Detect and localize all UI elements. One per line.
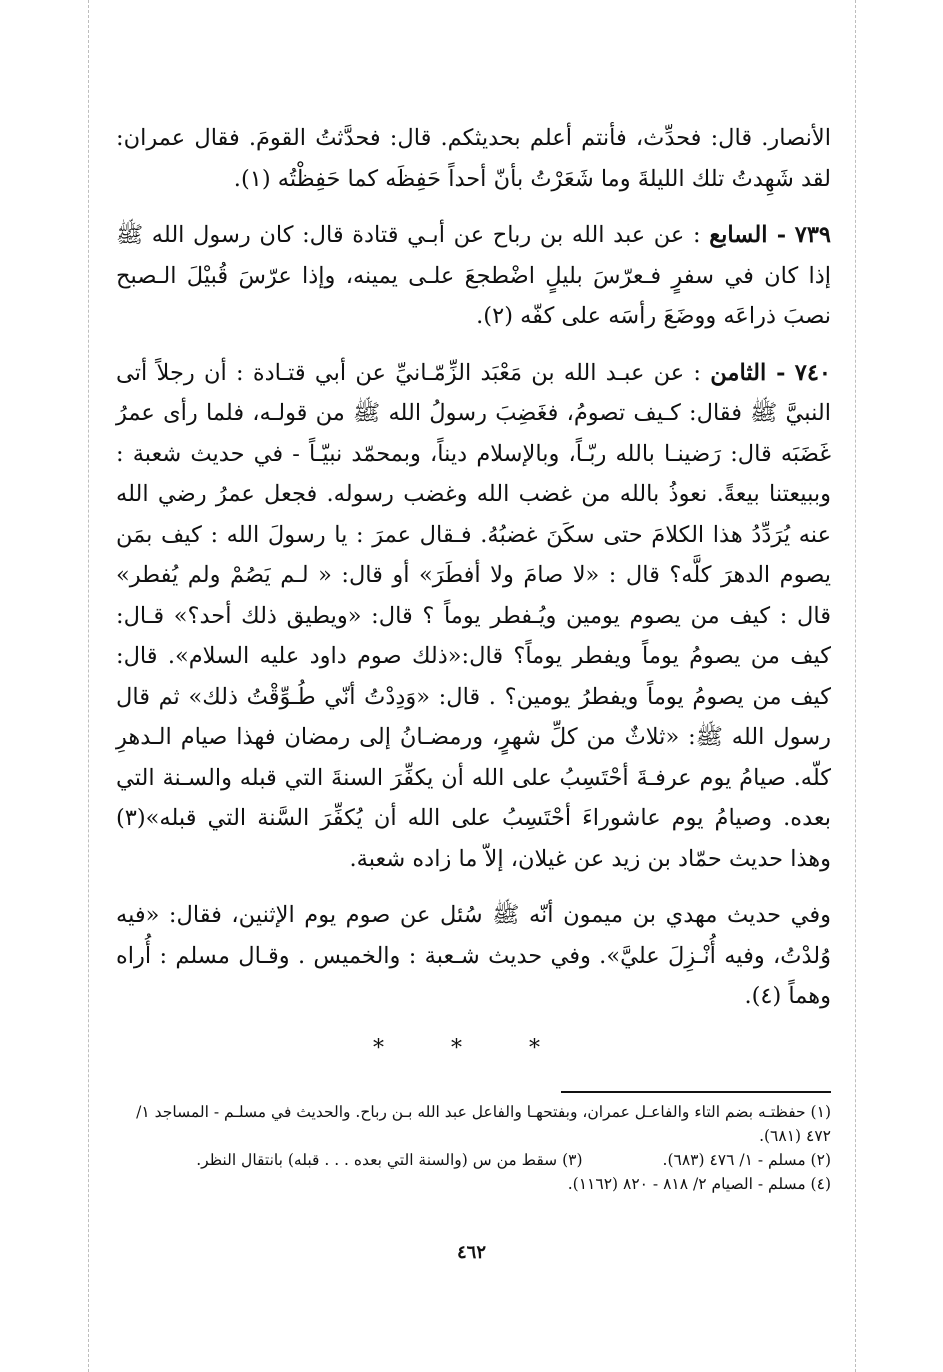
hadith-number: ٧٣٩	[794, 222, 832, 248]
hadith-label: السابع	[709, 222, 768, 248]
footnote-row	[116, 1148, 831, 1172]
footnote-rule	[561, 1091, 831, 1093]
paragraph-text: الأنصار. قال: فحدِّث، فأنتم أعلم بحديثكم. قال: فحدَّثتُ القومَ. فقال عمران: لقد شَهِدتُ تلك الليلةَ وما شَعَرْتُ بأنّ أحداً حَفِظَه كما حَفِظْتُه (١).	[116, 125, 831, 192]
footnote-3: (٣) سقط من س (والسنة التي بعده . . . قبله) بانتقال النظر.	[196, 1151, 583, 1169]
section-separator: * * *	[373, 1036, 570, 1061]
paragraph-text: وفي حديث مهدي بن ميمون أنّه ﷺ سُئل عن صوم يوم الإثنين، فقال: «فيه وُلدْتُ، وفيه أُنْـزِلَ عليَّ». وفي حديث شـعبة : والخميس . وقـال مسلم : أُراه وهماً (٤).	[116, 902, 831, 1009]
hadith-text: : عن عبـد الله بن مَعْبَد الزِّمّـانيِّ عن أبي قتـادة : أن رجلاً أتى النبيَّ ﷺ فقال: كـيف تصومُ، فغَضِبَ رسولُ الله ﷺ من قولـه، فلما رأى عمرُ غَضَبَه قال: رَضينـا بالله ربّـاً، وبالإسلام ديناً، وبمحمّد نبيّـاً - في حديث شعبة : وببيعتنا بيعةً. نعوذُ بالله من غضب الله وغضب رسوله. فجعل عمرُ رضي الله عنه يُرَدِّدُ هذا الكلامَ حتى سكَنَ غضبُهُ. فـقال عمرَ : يا رسولَ الله : كيف بمَن يصوم الدهرَ كلَّه؟ قال : «لا صامَ ولا أفطَرَ» أو قال: « لـم يَصُمْ ولم يُفطر» قال : كيف من يصوم يومين ويُـفطر يوماً ؟ قال: «ويطيق ذلك أحد؟» قـال: كيف من يصومُ يوماً ويفطر يوماً؟ قال:«ذلك صوم داود عليه السلام». قال: كيف من يصومُ يوماً ويفطرُ يومين؟ . قال: «وَدِدْتُ أنّي طُـوِّقْتُ ذلك» ثم قال رسول الله ﷺ: «ثلاثٌ من كلِّ شهرٍ، ورمضـانُ إلى رمضان فهذا صيام الـدهرِ كلّه. صيامُ يوم عرفـةَ أحْتَسِبُ على الله أن يكفِّرَ السنةَ التي قبله والسـنة التي بعده. وصيامُ يوم عاشوراءَ أحْتَسِبُ على الله أن يُكفِّرَ السَّنة التي قبله»(٣) وهذا حديث حمّاد بن زيد عن غيلان، إلاّ ما زاده شعبة.	[116, 359, 831, 872]
footnotes	[116, 1100, 831, 1196]
hadith-number: ٧٤٠	[794, 359, 832, 386]
footnote-1: (١) حفظتـه بضم التاء والفاعـل عمران، وبفتحهـا والفاعل عبد الله بـن رباح. والحديث في مسلـم - المساجد ١/ ٤٧٢ (٦٨١).	[136, 1103, 831, 1145]
margin-guide-left	[88, 0, 89, 1372]
footnote-2: (٢) مسلم - ١/ ٤٧٦ (٦٨٣).	[662, 1151, 831, 1169]
margin-guide-right	[855, 0, 856, 1372]
hadith-text: : عن عبد الله بن رباح عن أبـي قتادة قال: كان رسول الله ﷺ إذا كان في سفرٍ فـعرّسَ بليلٍ اضْطجعَ علـى يمينه، وإذا عرّسَ قُبيْلَ الـصبح نصبَ ذراعَه ووضَعَ رأسَه على كفّه (٢).	[116, 222, 831, 329]
main-text	[116, 118, 831, 1033]
hadith-740: ٧٤٠ - الثامن : عن عبـد الله بن مَعْبَد الزِّمّـانيِّ عن أبي قتـادة : أن رجلاً أتى النبيَّ ﷺ فقال: كـيف تصومُ، فغَضِبَ رسولُ الله ﷺ من قولـه، فلما رأى عمرُ غَضَبَه قال: رَضينـا بالله ربّـاً، وبالإسلام ديناً، وبمحمّد نبيّـاً - في حديث شعبة : وببيعتنا بيعةً. نعوذُ بالله من غضب الله وغضب رسوله. فجعل عمرُ رضي الله عنه يُرَدِّدُ هذا الكلامَ حتى سكَنَ غضبُهُ. فـقال عمرَ : يا رسولَ الله : كيف بمَن يصوم الدهرَ كلَّه؟ قال : «لا صامَ ولا أفطَرَ» أو قال: « لـم يَصُمْ ولم يُفطر» قال : كيف من يصوم يومين ويُـفطر يوماً ؟ قال: «ويطيق ذلك أحد؟» قـال: كيف من يصومُ يوماً ويفطر يوماً؟ قال:«ذلك صوم داود عليه السلام». قال: كيف من يصومُ يوماً ويفطرُ يومين؟ . قال: «وَدِدْتُ أنّي طُـوِّقْتُ ذلك» ثم قال رسول الله ﷺ: «ثلاثٌ من كلِّ شهرٍ، ورمضـانُ إلى رمضان فهذا صيام الـدهرِ كلّه. صيامُ يوم عرفـةَ أحْتَسِبُ على الله أن يكفِّرَ السنةَ التي قبله والسـنة التي بعده. وصيامُ يوم عاشوراءَ أحْتَسِبُ على الله أن يُكفِّرَ السَّنة التي قبله»(٣) وهذا حديث حمّاد بن زيد عن غيلان، إلاّ ما زاده شعبة.	[116, 359, 832, 872]
page-number: ٤٦٢	[456, 1242, 486, 1263]
paragraph-1	[116, 118, 831, 199]
paragraph-4	[116, 895, 831, 1017]
hadith-label: الثامن	[710, 359, 767, 386]
hadith-739: ٧٣٩ - السابع : عن عبد الله بن رباح عن أبـي قتادة قال: كان رسول الله ﷺ إذا كان في سفرٍ فـعرّسَ بليلٍ اضْطجعَ علـى يمينه، وإذا عرّسَ قُبيْلَ الـصبح نصبَ ذراعَه ووضَعَ رأسَه على كفّه (٢).	[116, 222, 832, 329]
footnote-4: (٤) مسلم - الصيام ٢/ ٨١٨ - ٨٢٠ (١١٦٢).	[567, 1175, 831, 1193]
